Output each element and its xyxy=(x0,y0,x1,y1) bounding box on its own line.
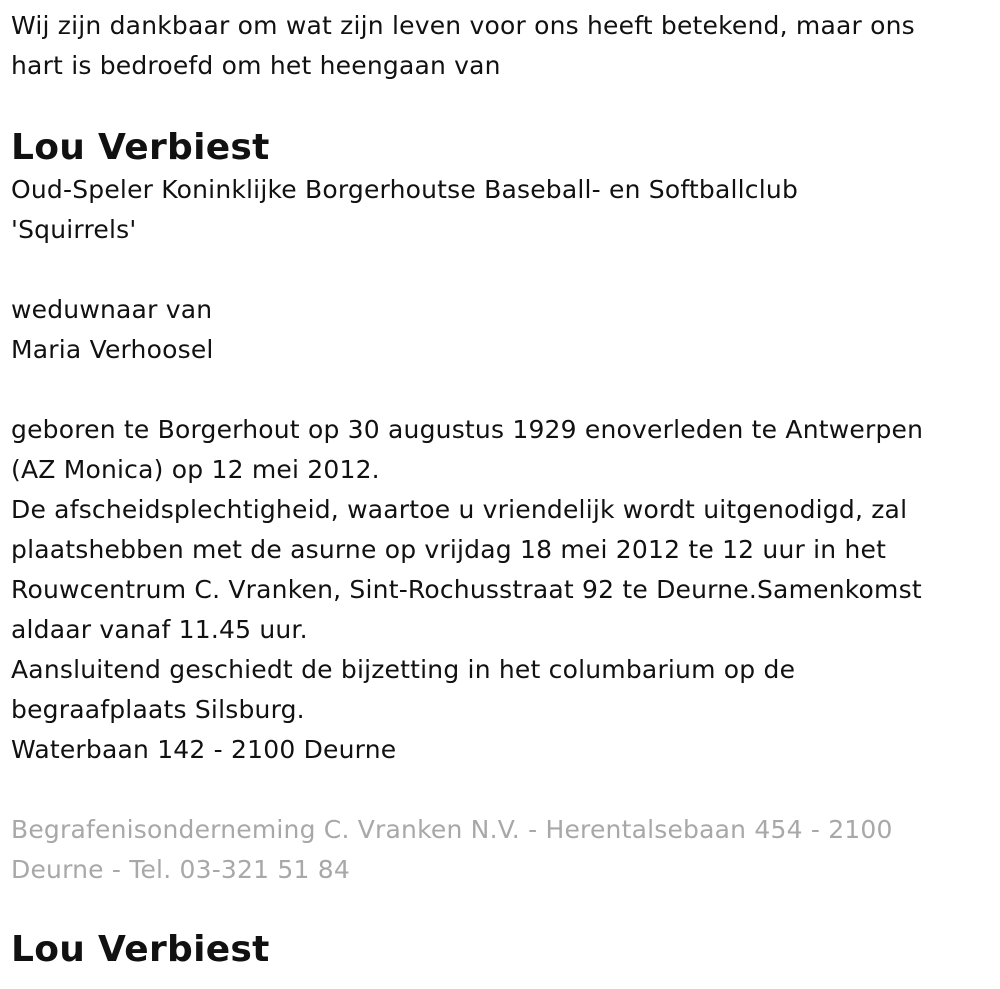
detail-line: De afscheidsplechtigheid, waartoe u vriendelijk wordt uitgenodigd, zal xyxy=(11,495,908,524)
ceremony-details xyxy=(11,410,986,770)
spouse-info xyxy=(11,290,986,370)
detail-line: (AZ Monica) op 12 mei 2012. xyxy=(11,455,380,484)
spacer xyxy=(11,370,986,410)
affiliation-line: Oud-Speler Koninklijke Borgerhoutse Baseball- en Softballclub xyxy=(11,175,799,204)
affiliation xyxy=(11,170,986,250)
detail-line: Rouwcentrum C. Vranken, Sint-Rochusstraat 92 te Deurne.Samenkomst xyxy=(11,575,922,604)
detail-line: plaatshebben met de asurne op vrijdag 18 mei 2012 te 12 uur in het xyxy=(11,535,887,564)
intro-text xyxy=(11,6,986,86)
footer-name: Lou Verbiest xyxy=(11,929,270,970)
address-line: Waterbaan 142 - 2100 Deurne xyxy=(11,735,397,764)
funeral-home-line: Begrafenisonderneming C. Vranken N.V. - Herentalsebaan 454 - 2100 xyxy=(11,815,893,844)
detail-line: aldaar vanaf 11.45 uur. xyxy=(11,615,308,644)
spouse-label: weduwnaar van xyxy=(11,295,213,324)
detail-line: Aansluitend geschiedt de bijzetting in het columbarium op de xyxy=(11,655,796,684)
detail-line: geboren te Borgerhout op 30 augustus 1929 enoverleden te Antwerpen xyxy=(11,415,924,444)
obituary-notice xyxy=(11,0,986,972)
spacer xyxy=(11,770,986,810)
detail-line: begraafplaats Silsburg. xyxy=(11,695,305,724)
intro-line: Wij zijn dankbaar om wat zijn leven voor ons heeft betekend, maar ons xyxy=(11,11,915,40)
spouse-name: Maria Verhoosel xyxy=(11,335,214,364)
spacer xyxy=(11,250,986,290)
funeral-home-info xyxy=(11,810,986,890)
affiliation-line: 'Squirrels' xyxy=(11,215,137,244)
funeral-home-line: Deurne - Tel. 03-321 51 84 xyxy=(11,855,350,884)
intro-line: hart is bedroefd om het heengaan van xyxy=(11,51,501,80)
deceased-name: Lou Verbiest xyxy=(11,127,270,168)
